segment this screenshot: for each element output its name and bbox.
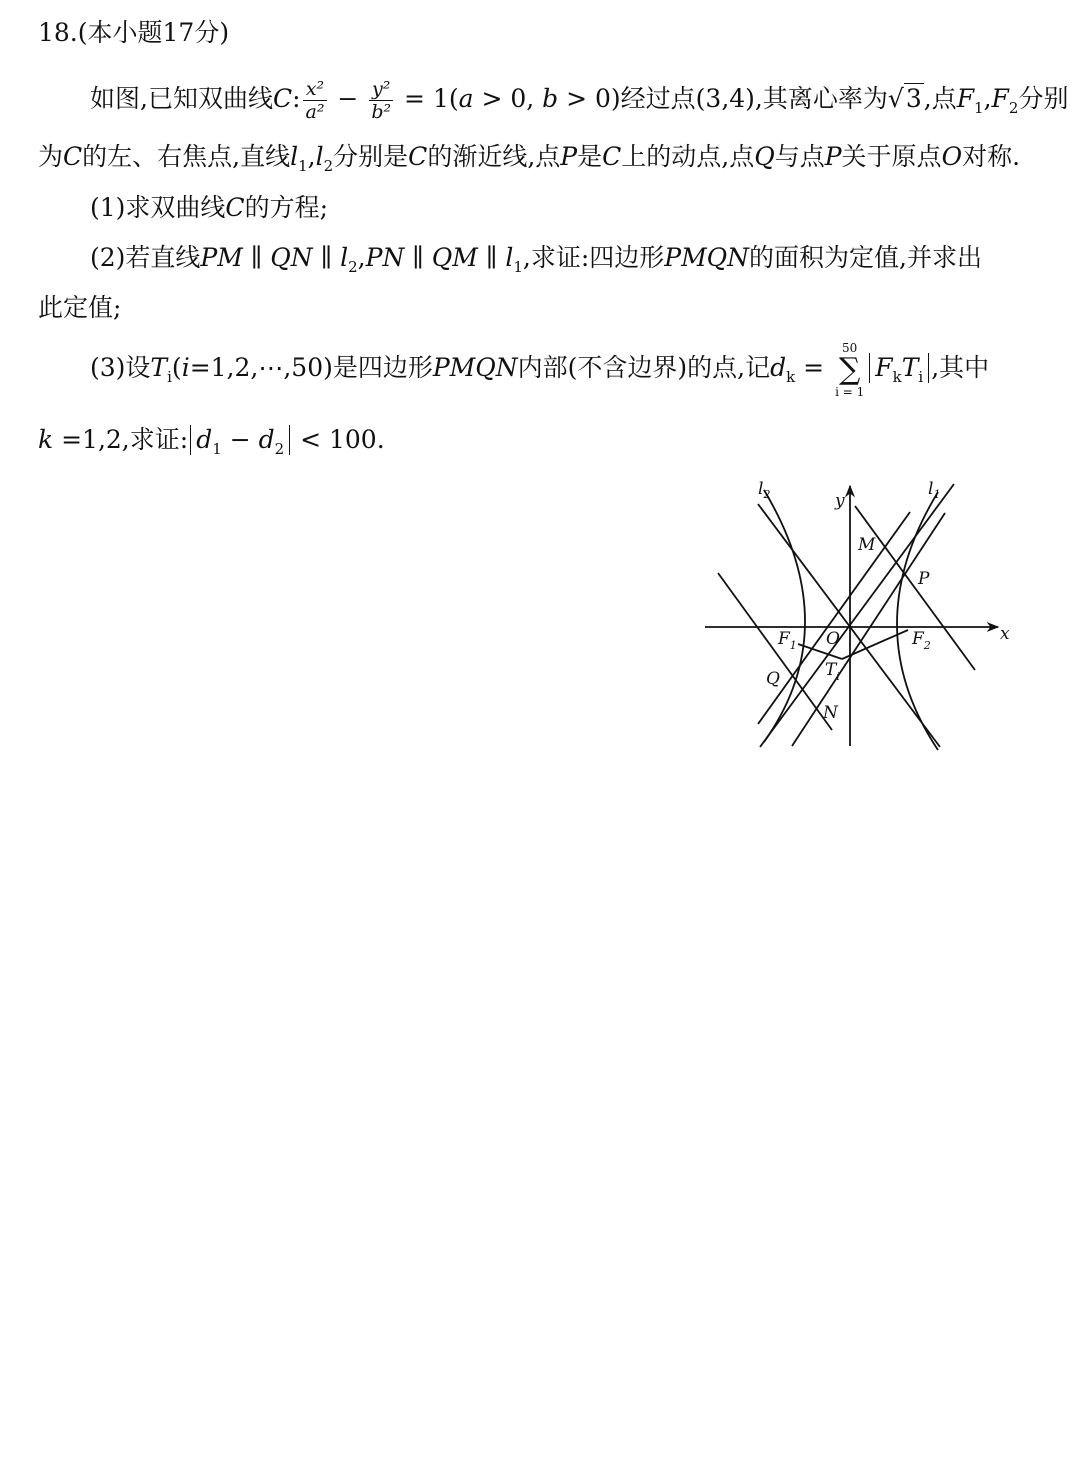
- fraction-y: [368, 78, 394, 123]
- range-rest: =1,2,⋯,50)是四边形: [189, 353, 433, 382]
- curve-c3: C: [602, 142, 622, 171]
- focus-f2-sub: 2: [1008, 99, 1019, 117]
- intro2-text4: 是: [577, 142, 603, 171]
- part3-end: ,其中: [931, 353, 990, 382]
- part3-line2-end: < 100.: [292, 425, 385, 454]
- abs-d1-sub: 1: [212, 440, 222, 458]
- quad-pmqn: PMQN: [664, 243, 750, 272]
- point-q: Q: [754, 142, 775, 171]
- part3-eq: =: [795, 353, 833, 382]
- label-l2: $l_2$: [758, 479, 771, 501]
- part-2: [90, 243, 982, 276]
- var-d-sub: k: [786, 368, 796, 386]
- intro2-text2: 分别是: [333, 142, 409, 171]
- var-b: b: [542, 84, 559, 113]
- label-x: x: [1000, 624, 1010, 644]
- part3-label: (3)设: [90, 353, 151, 382]
- comma2: ,: [307, 142, 316, 171]
- intro2-text1: 的左、右焦点,直线: [82, 142, 291, 171]
- abs-t: T: [901, 353, 919, 382]
- part-2-line-2: 此定值;: [38, 293, 122, 322]
- line-pm: PM: [200, 243, 243, 272]
- label-m: M: [858, 535, 876, 555]
- hyperbola-left-branch: [764, 490, 805, 742]
- sum-symbol: [835, 341, 864, 399]
- parallel-4: ∥: [477, 243, 506, 272]
- intro2-prefix: 为: [38, 142, 64, 171]
- asymptote-l1: [760, 484, 954, 747]
- label-o: O: [826, 629, 840, 649]
- abs-d1-d2: [190, 425, 290, 458]
- part2-rest: 的面积为定值,并求出: [749, 243, 982, 272]
- var-a: a: [458, 84, 474, 113]
- hyperbola-figure: [700, 472, 1020, 757]
- intro-line-2: [38, 142, 1021, 175]
- label-q: Q: [766, 669, 780, 689]
- abs-d1: d: [196, 425, 213, 454]
- colon: :: [292, 84, 301, 113]
- var-i: i: [181, 353, 190, 382]
- comma: ,: [983, 84, 992, 113]
- line-qm: [758, 512, 910, 724]
- cond-end: > 0)经过点(3,4),其离心率为: [558, 84, 888, 113]
- point-t: T: [150, 353, 168, 382]
- intro-text: 如图,已知双曲线: [90, 84, 273, 113]
- line-qn: [718, 573, 832, 730]
- point-p: P: [560, 142, 578, 171]
- label-y: y: [835, 491, 845, 511]
- curve-c: C: [63, 142, 83, 171]
- abs-fktk: [869, 353, 929, 386]
- line-pn: PN: [365, 243, 405, 272]
- text-dian: ,点: [923, 84, 957, 113]
- minus: −: [329, 84, 367, 113]
- part1-rest: 的方程;: [244, 193, 328, 222]
- part2-mid: ,求证:四边形: [522, 243, 665, 272]
- line-l2: l: [315, 142, 324, 171]
- parallel-2: ∥: [312, 243, 341, 272]
- abs-minus: −: [221, 425, 259, 454]
- part1-c: C: [225, 193, 245, 222]
- abs-f: F: [875, 353, 893, 382]
- line-qn: QN: [270, 243, 313, 272]
- equation-eq: = 1(: [396, 84, 459, 113]
- part2-l2-sub: 2: [348, 258, 358, 276]
- part-3-line-2: [38, 425, 385, 458]
- focus-f1: F: [956, 84, 975, 113]
- part-3: [90, 340, 989, 399]
- var-d: d: [770, 353, 787, 382]
- range-open: (: [171, 353, 182, 382]
- point-p2: P: [824, 142, 842, 171]
- intro2-text8: 对称.: [962, 142, 1021, 171]
- fraction-y-num: y²: [369, 78, 393, 101]
- focus-f1-sub: 1: [974, 99, 984, 117]
- curve-name: C: [272, 84, 293, 113]
- part2-l2: l: [340, 243, 349, 272]
- label-l1: $l_1$: [928, 479, 941, 501]
- sum-top: 50: [842, 340, 858, 355]
- intro2-text3: 的渐近线,点: [427, 142, 561, 171]
- part3-line2-a: =1,2,求证:: [53, 425, 189, 454]
- part3-pmqn: PMQN: [432, 353, 518, 382]
- label-ti: $T_i$: [825, 660, 840, 683]
- part2-l1-sub: 1: [513, 258, 523, 276]
- intro2-text5: 上的动点,点: [621, 142, 755, 171]
- label-n: N: [823, 703, 838, 723]
- part2-l1: l: [505, 243, 514, 272]
- problem-header: 18.(本小题17分): [38, 18, 230, 47]
- fraction-x: [303, 78, 328, 123]
- part3-mid: 内部(不含边界)的点,记: [517, 353, 771, 382]
- cond-mid: > 0,: [473, 84, 543, 113]
- focus-f2: F: [991, 84, 1009, 113]
- line-l1-sub: 1: [298, 157, 308, 175]
- line-l2-sub: 2: [323, 157, 334, 175]
- curve-c2: C: [408, 142, 428, 171]
- label-f2: $F_2$: [912, 629, 931, 652]
- origin-o: O: [941, 142, 963, 171]
- label-f1: $F_1$: [778, 629, 797, 652]
- abs-f-sub: k: [892, 368, 902, 386]
- sum-bottom: i = 1: [835, 384, 865, 399]
- parallel-1: ∥: [242, 243, 271, 272]
- part2-comma: ,: [357, 243, 366, 272]
- parallel-3: ∥: [404, 243, 432, 272]
- intro2-text6: 与点: [774, 142, 825, 171]
- fraction-x-den: a²: [305, 101, 325, 123]
- sqrt-symbol: √: [887, 84, 904, 113]
- intro2-text7: 关于原点: [841, 142, 942, 171]
- abs-d2: d: [258, 425, 275, 454]
- fraction-y-den: b²: [371, 101, 392, 123]
- hyperbola-right-branch: [897, 492, 938, 750]
- line-qm: QM: [431, 243, 478, 272]
- abs-d2-sub: 2: [274, 440, 285, 458]
- part2-label: (2)若直线: [90, 243, 201, 272]
- fraction-x-num: x²: [303, 78, 327, 101]
- abs-t-sub: i: [918, 368, 924, 386]
- sum-sigma: ∑: [838, 351, 861, 387]
- label-p: P: [918, 569, 930, 589]
- text-fenbie: 分别: [1018, 84, 1069, 113]
- sqrt-value: 3: [905, 84, 922, 113]
- var-k: k: [38, 425, 54, 454]
- part1-label: (1)求双曲线: [90, 193, 226, 222]
- part-1: [90, 193, 328, 223]
- point-t-sub: i: [167, 368, 172, 386]
- intro-line-1: [90, 78, 1068, 123]
- line-l1: l: [290, 142, 299, 171]
